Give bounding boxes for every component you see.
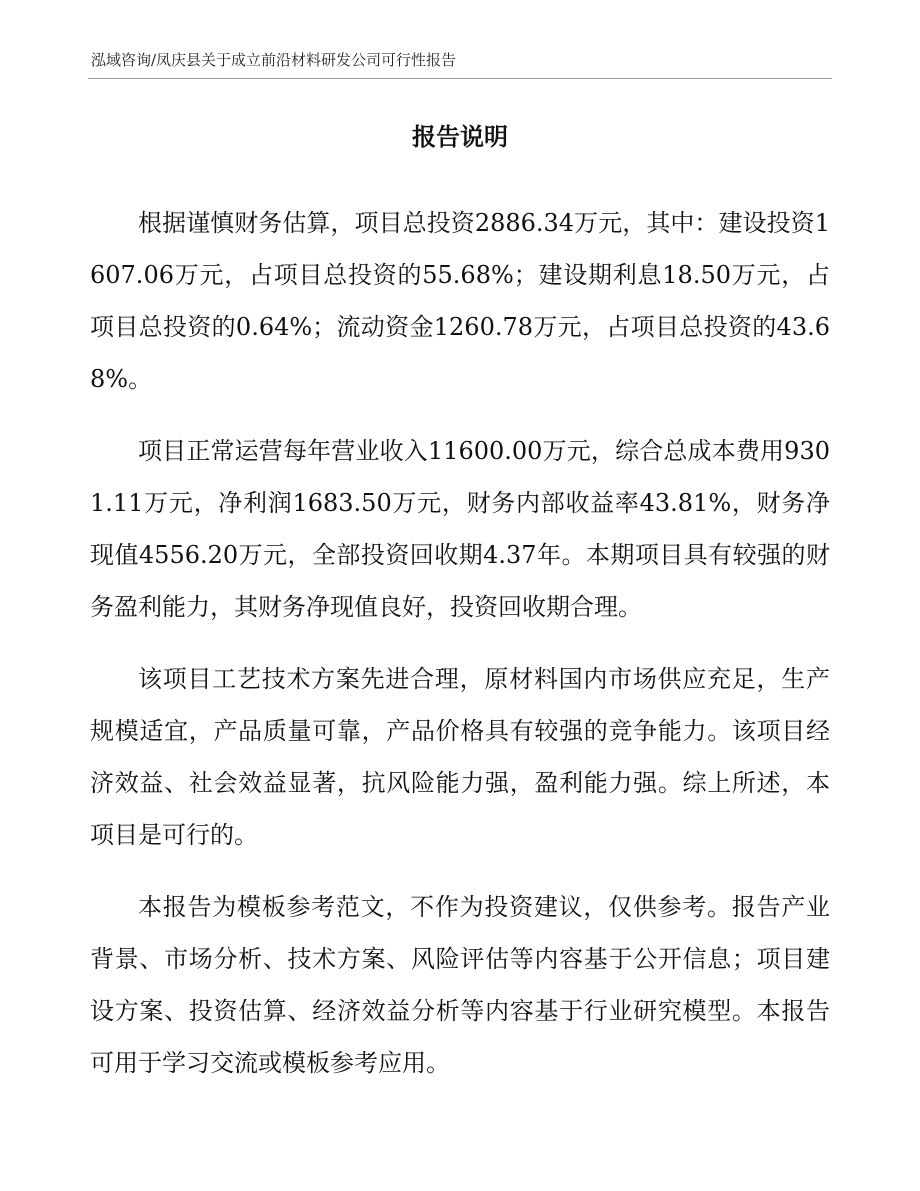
header-divider bbox=[88, 78, 832, 79]
paragraph-disclaimer: 本报告为模板参考范文，不作为投资建议，仅供参考。报告产业背景、市场分析、技术方案、风险评估等内容基于公开信息；项目建设方案、投资估算、经济效益分析等内容基于行业研究模型。本报告可用于学习交流或模板参考应用。 bbox=[90, 893, 830, 1077]
report-body bbox=[90, 197, 830, 1109]
paragraph-feasibility: 该项目工艺技术方案先进合理，原材料国内市场供应充足，生产规模适宜，产品质量可靠，产品价格具有较强的竞争能力。该项目经济效益、社会效益显著，抗风险能力强，盈利能力强。综上所述，本项目是可行的。 bbox=[90, 665, 830, 849]
paragraph-revenue: 项目正常运营每年营业收入11600.00万元，综合总成本费用9301.11万元，净利润1683.50万元，财务内部收益率43.81%，财务净现值4556.20万元，全部投资回收期4.37年。本期项目具有较强的财务盈利能力，其财务净现值良好，投资回收期合理。 bbox=[90, 437, 830, 621]
paragraph-investment: 根据谨慎财务估算，项目总投资2886.34万元，其中：建设投资1607.06万元，占项目总投资的55.68%；建设期利息18.50万元，占项目总投资的0.64%；流动资金1260.78万元，占项目总投资的43.68%。 bbox=[90, 209, 830, 393]
page-title: 报告说明 bbox=[412, 123, 508, 151]
running-header: 泓域咨询/凤庆县关于成立前沿材料研发公司可行性报告 bbox=[91, 51, 457, 69]
